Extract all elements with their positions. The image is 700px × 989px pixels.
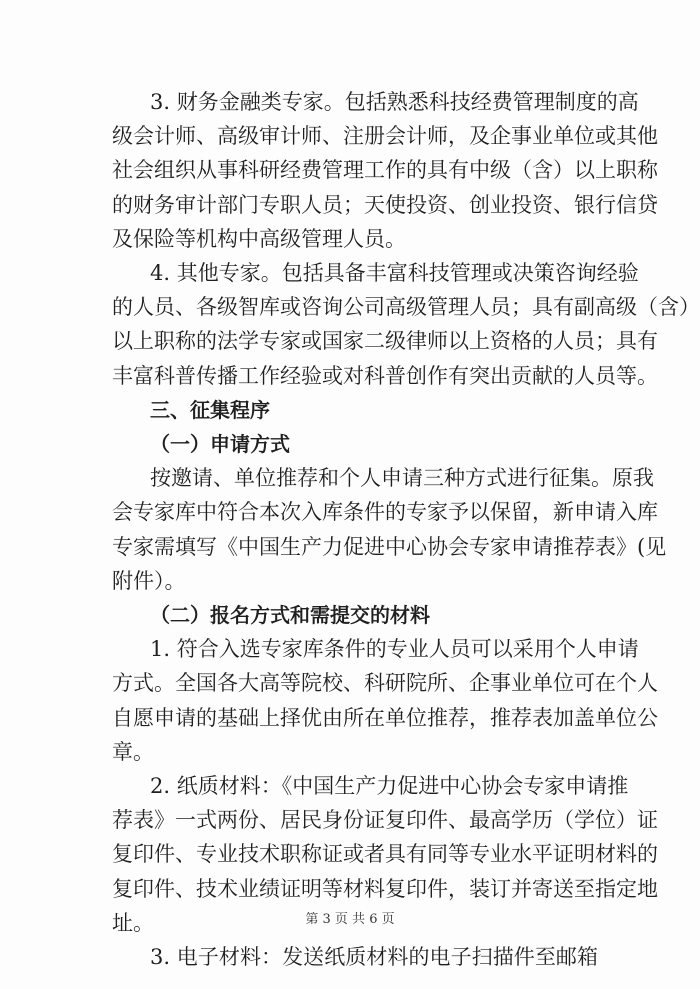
paragraph-line: 3. 电子材料：发送纸质材料的电子扫描件至邮箱 [150, 945, 598, 969]
paragraph-line: 社会组织从事科研经费管理工作的具有中级（含）以上职称 [112, 158, 658, 182]
paragraph-line: 方式。全国各大高等院校、科研院所、企事业单位可在个人 [112, 671, 658, 695]
paragraph-line: 附件）。 [112, 569, 186, 593]
paragraph-line: 的财务审计部门专职人员；天使投资、创业投资、银行信贷 [112, 193, 658, 217]
paragraph-line: 以上职称的法学专家或国家二级律师以上资格的人员；具有 [112, 329, 658, 353]
paragraph-line: 址。 [112, 911, 154, 935]
paragraph-line: 1. 符合入选专家库条件的专业人员可以采用个人申请 [150, 637, 639, 661]
paragraph-line: 3. 财务金融类专家。包括熟悉科技经费管理制度的高 [150, 90, 639, 114]
paragraph-line: 按邀请、单位推荐和个人申请三种方式进行征集。原我 [150, 466, 654, 490]
paragraph-line: 2. 纸质材料：《中国生产力促进中心协会专家申请推 [150, 774, 629, 798]
page-number-footer: 第 3 页 共 6 页 [305, 912, 395, 927]
paragraph-line: 荐表》一式两份、居民身份证复印件、最高学历（学位）证 [112, 808, 658, 832]
paragraph-line: 自愿申请的基础上择优由所在单位推荐，推荐表加盖单位公 [112, 706, 658, 730]
paragraph-line: 复印件、技术业绩证明等材料复印件，装订并寄送至指定地 [112, 877, 658, 901]
subsection-heading: （一）申请方式 [150, 432, 290, 456]
paragraph-line: 章。 [112, 740, 154, 764]
paragraph-line: 4. 其他专家。包括具备丰富科技管理或决策咨询经验 [150, 261, 639, 285]
paragraph-line: 级会计师、高级审计师、注册会计师，及企事业单位或其他 [112, 124, 658, 148]
paragraph-line: 专家需填写《中国生产力促进中心协会专家申请推荐表》(见 [112, 535, 667, 559]
paragraph-line: 的人员、各级智库或咨询公司高级管理人员；具有副高级（含） [112, 295, 700, 319]
section-heading: 三、征集程序 [150, 398, 270, 422]
paragraph-line: 会专家库中符合本次入库条件的专家予以保留，新申请入库 [112, 500, 658, 524]
subsection-heading: （二）报名方式和需提交的材料 [150, 603, 430, 627]
paragraph-line: 及保险等机构中高级管理人员。 [112, 227, 406, 251]
paragraph-line: 丰富科普传播工作经验或对科普创作有突出贡献的人员等。 [112, 364, 658, 388]
paragraph-line: 复印件、专业技术职称证或者具有同等专业水平证明材料的 [112, 842, 658, 866]
